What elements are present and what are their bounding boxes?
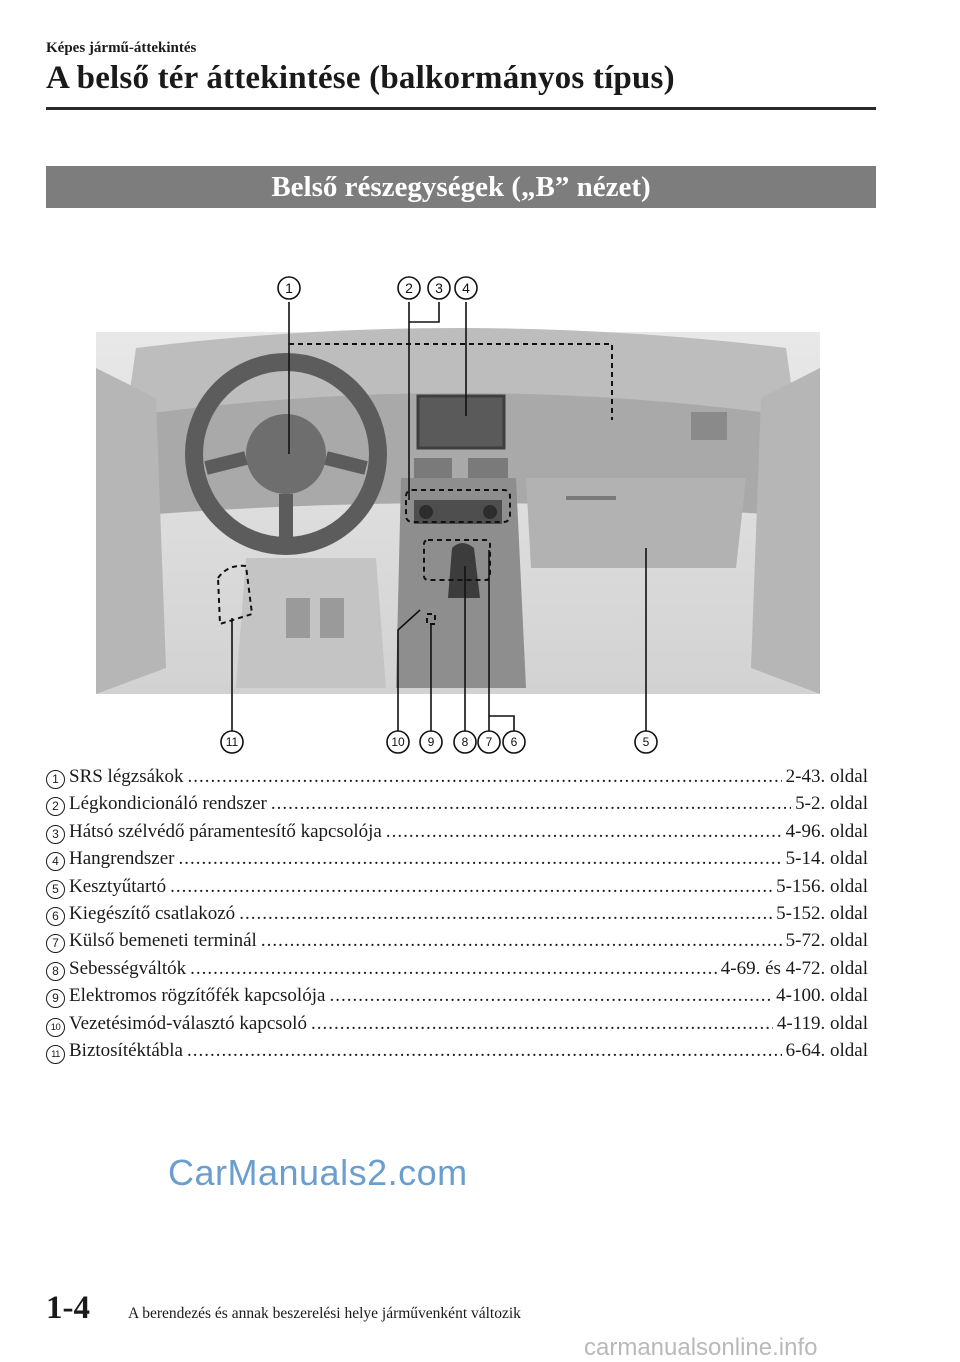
item-label: Biztosítéktábla <box>69 1039 183 1061</box>
list-item <box>46 1040 868 1067</box>
list-item <box>46 766 868 793</box>
item-label: SRS légzsákok <box>69 766 184 787</box>
item-page-ref: 4-96. oldal <box>785 820 868 842</box>
svg-text:5: 5 <box>642 735 650 749</box>
callout-2 <box>398 277 420 299</box>
title-rule <box>46 107 876 110</box>
svg-text:1: 1 <box>285 280 293 296</box>
item-label: Kesztyűtartó <box>69 875 167 897</box>
dot-leader <box>179 848 782 870</box>
item-page-ref: 2-43. oldal <box>785 766 868 787</box>
svg-text:8: 8 <box>461 735 469 749</box>
callout-1 <box>278 277 300 299</box>
dot-leader <box>187 1040 782 1062</box>
item-label: Külső bemeneti terminál <box>69 930 257 952</box>
callout-6 <box>503 731 525 753</box>
site-watermark: carmanualsonline.info <box>584 1334 818 1361</box>
callout-9 <box>420 731 442 753</box>
list-item <box>46 876 868 903</box>
svg-text:4: 4 <box>462 280 470 296</box>
item-list <box>46 766 868 1067</box>
list-item <box>46 821 868 848</box>
dashboard-illustration <box>96 268 820 758</box>
item-number: 2 <box>46 797 65 816</box>
item-number: 5 <box>46 880 65 899</box>
item-page-ref: 4-69. és 4-72. oldal <box>720 957 868 979</box>
watermark-logo: CarManuals2.com <box>168 1152 468 1193</box>
callout-8 <box>454 731 476 753</box>
item-page-ref: 5-2. oldal <box>795 793 868 815</box>
item-number: 4 <box>46 852 65 871</box>
list-item <box>46 903 868 930</box>
svg-text:10: 10 <box>391 735 405 749</box>
section-label: Képes jármű-áttekintés <box>46 40 197 56</box>
item-page-ref: 4-100. oldal <box>776 985 868 1007</box>
page-number: 1-4 <box>46 1290 90 1326</box>
dot-leader <box>329 985 772 1007</box>
svg-text:9: 9 <box>427 735 435 749</box>
list-item <box>46 958 868 985</box>
dot-leader <box>188 766 782 788</box>
callout-11 <box>221 731 243 753</box>
list-item <box>46 930 868 957</box>
dot-leader <box>170 876 772 898</box>
item-page-ref: 5-72. oldal <box>785 930 868 952</box>
page-title: A belső tér áttekintése (balkormányos típus) <box>46 60 675 96</box>
item-number: 8 <box>46 962 65 981</box>
item-page-ref: 5-14. oldal <box>785 848 868 870</box>
dot-leader <box>311 1013 773 1035</box>
dot-leader <box>190 958 717 980</box>
item-number: 10 <box>46 1018 65 1037</box>
dot-leader <box>239 903 772 925</box>
item-label: Hangrendszer <box>69 848 175 870</box>
item-label: Elektromos rögzítőfék kapcsolója <box>69 985 326 1007</box>
list-item <box>46 848 868 875</box>
item-label: Hátsó szélvédő páramentesítő kapcsolója <box>69 820 382 842</box>
svg-text:11: 11 <box>225 735 239 749</box>
svg-text:2: 2 <box>405 280 413 296</box>
dot-leader <box>271 793 791 815</box>
callout-4 <box>455 277 477 299</box>
list-item <box>46 1013 868 1040</box>
item-page-ref: 5-152. oldal <box>776 902 868 924</box>
svg-text:6: 6 <box>510 735 518 749</box>
footer-note: A berendezés és annak beszerelési helye járművenként változik <box>128 1305 521 1322</box>
list-item <box>46 793 868 820</box>
item-number: 11 <box>46 1045 65 1064</box>
item-label: Kiegészítő csatlakozó <box>69 902 236 924</box>
callout-5 <box>635 731 657 753</box>
item-label: Vezetésimód-választó kapcsoló <box>69 1012 307 1034</box>
item-label: Légkondicionáló rendszer <box>69 793 267 815</box>
callout-7 <box>478 731 500 753</box>
item-label: Sebességváltók <box>69 957 187 979</box>
list-item <box>46 985 868 1012</box>
item-number: 9 <box>46 989 65 1008</box>
item-number: 7 <box>46 934 65 953</box>
dot-leader <box>386 821 782 843</box>
item-page-ref: 4-119. oldal <box>776 1012 868 1034</box>
callout-3 <box>428 277 450 299</box>
item-number: 1 <box>46 770 65 789</box>
dot-leader <box>261 930 782 952</box>
callout-10 <box>387 731 409 753</box>
svg-text:3: 3 <box>435 280 443 296</box>
svg-text:7: 7 <box>485 735 493 749</box>
section-banner: Belső részegységek („B” nézet) <box>46 166 876 208</box>
item-number: 6 <box>46 907 65 926</box>
item-page-ref: 6-64. oldal <box>785 1039 868 1061</box>
item-number: 3 <box>46 825 65 844</box>
item-page-ref: 5-156. oldal <box>776 875 868 897</box>
